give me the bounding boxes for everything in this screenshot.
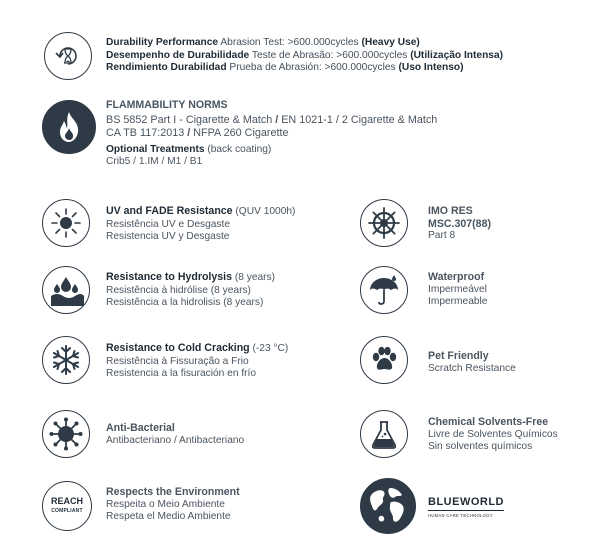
durability-text: Durability Performance Abrasion Test: >600.000cycles (Heavy Use) Desempenho de Durabilidade Teste de Abrasão: >600.000cycles (Utilização Intensa) Rendimiento Durabilidad Prueba de Abrasión: >600.000cycles (Uso Intenso) bbox=[106, 37, 504, 74]
reach-compliant-badge: REACH COMPLIANT bbox=[42, 481, 92, 531]
hydrolysis-text: Resistance to Hydrolysis (8 years) Resistência à hidrólise (8 years) Resistência a la hidrolisis (8 years) bbox=[106, 271, 276, 309]
flammability-title: FLAMMABILITY NORMS bbox=[106, 99, 228, 111]
flammability-text: FLAMMABILITY NORMS BS 5852 Part I - Cigarette & Match / EN 1021-1 / 2 Cigarette & Match CA TB 117:2013 / NFPA 260 Cigarette Optional Treatments (back coating) Crib5 / 1.IM / M1 / B1 bbox=[106, 99, 438, 168]
flask-icon bbox=[360, 410, 408, 458]
waterproof-text: Waterproof Impermeável Impermeable bbox=[428, 271, 488, 308]
cold-text: Resistance to Cold Cracking (-23 °C) Resistência à Fissuração a Frio Resistencia a la fisuración en frío bbox=[106, 342, 289, 380]
snowflake-icon bbox=[42, 336, 90, 384]
hourglass-icon bbox=[44, 32, 92, 80]
ship-wheel-icon bbox=[360, 199, 408, 247]
blueworld-logo-text: BLUEWORLD bbox=[428, 496, 504, 508]
pet-text: Pet Friendly Scratch Resistance bbox=[428, 350, 516, 374]
blueworld-tagline: HUMAN CARE TECHNOLOGY bbox=[428, 513, 493, 518]
globe-icon bbox=[360, 478, 416, 534]
paw-icon bbox=[360, 336, 408, 384]
sun-icon bbox=[42, 199, 90, 247]
antibacterial-text: Anti-Bacterial Antibacteriano / Antibacteriano bbox=[106, 422, 245, 446]
uv-text: UV and FADE Resistance (QUV 1000h) Resistência UV e Desgaste Resistencia UV y Desgaste bbox=[106, 205, 296, 243]
umbrella-icon bbox=[360, 266, 408, 314]
chemical-text: Chemical Solvents-Free Livre de Solventes Químicos Sin solventes químicos bbox=[428, 416, 558, 453]
environment-text: Respects the Environment Respeita o Meio Ambiente Respeta el Medio Ambiente bbox=[106, 486, 240, 523]
imo-text: IMO RES MSC.307(88) Part 8 bbox=[428, 205, 491, 242]
flame-icon bbox=[42, 100, 96, 154]
blueworld-rule bbox=[428, 510, 504, 511]
water-drops-icon bbox=[42, 266, 90, 314]
bacteria-icon bbox=[42, 410, 90, 458]
